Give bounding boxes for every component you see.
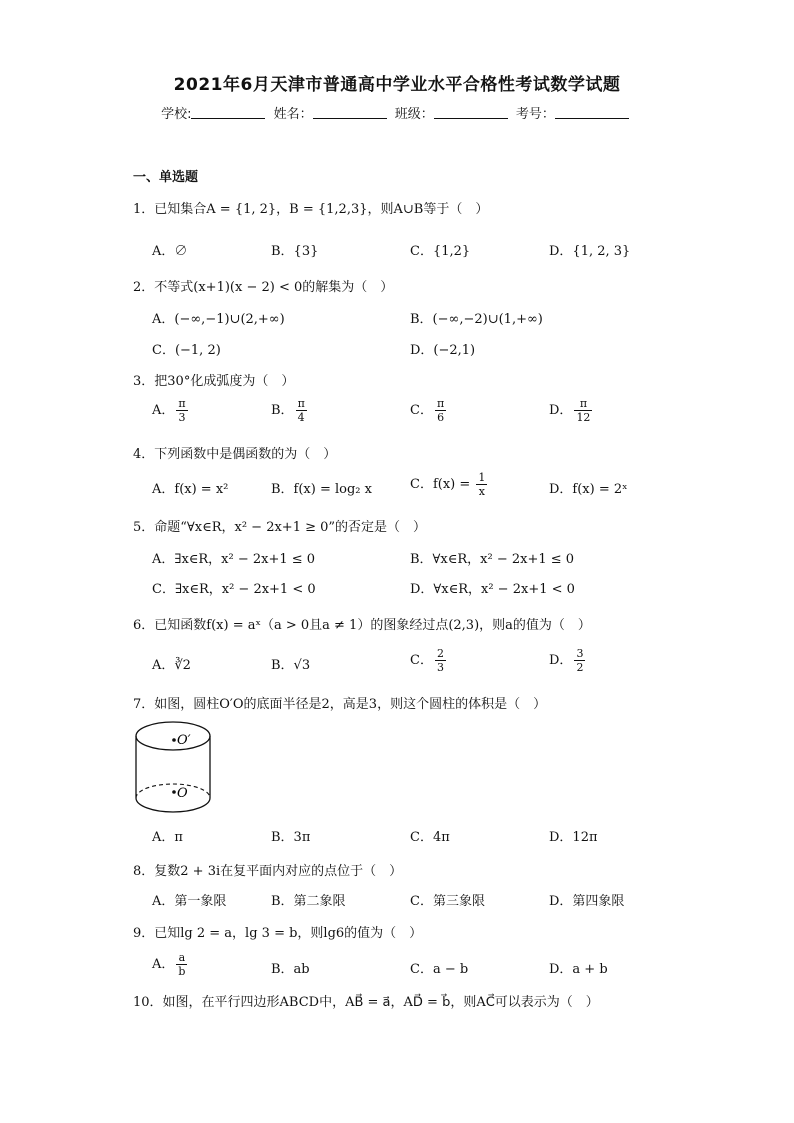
option-q2-b[interactable]: B．(−∞,−2)∪(1,+∞) (410, 312, 543, 327)
option-q7-c[interactable]: C．4π (410, 830, 450, 845)
fraction (476, 471, 487, 498)
field-number-label: 考号： (515, 107, 555, 122)
option-label: C． (410, 403, 433, 418)
option-label: D． (549, 403, 573, 418)
option-q2-c[interactable]: C．(−1, 2) (152, 343, 221, 358)
option-q2-d[interactable]: D．(−2,1) (410, 343, 476, 358)
fraction (296, 397, 307, 424)
option-label: B． (271, 403, 294, 418)
fraction-numerator: π (178, 397, 186, 410)
fraction (574, 647, 585, 674)
fraction-denominator: b (178, 965, 186, 978)
option-label: C． (410, 653, 433, 668)
option-q7-d[interactable]: D．12π (549, 830, 598, 845)
option-q6-c[interactable] (410, 647, 446, 674)
option-label: A． (152, 957, 175, 972)
fraction (435, 647, 446, 674)
field-class-blank[interactable] (434, 106, 508, 119)
option-label: D． (549, 653, 573, 668)
fraction-denominator: 6 (437, 411, 445, 424)
option-q5-c[interactable]: C．∃x∈R，x² − 2x+1 < 0 (152, 582, 316, 597)
fraction-numerator: a (176, 951, 187, 965)
fraction-denominator: 3 (436, 661, 444, 674)
field-name-label: 姓名： (273, 107, 313, 122)
option-q1-a[interactable]: A．∅ (152, 244, 188, 259)
field-school-blank[interactable] (191, 106, 265, 119)
option-q6-a[interactable]: A．∛2 (152, 658, 191, 673)
question-8-stem: 8．复数2 + 3i在复平面内对应的点位于（ ） (133, 864, 403, 879)
question-4-stem: 4．下列函数中是偶函数的为（ ） (133, 447, 337, 462)
student-info-line (0, 103, 794, 122)
option-q4-d[interactable]: D．f(x) = 2ˣ (549, 482, 628, 497)
fraction-numerator: 2 (436, 647, 444, 660)
fraction-numerator: π (574, 397, 592, 411)
fraction-denominator: 12 (576, 411, 591, 424)
question-3-stem: 3．把30°化成弧度为（ ） (133, 374, 295, 389)
option-q8-a[interactable]: A．第一象限 (152, 894, 227, 909)
exam-title: 2021年6月天津市普通高中学业水平合格性考试数学试题 (173, 75, 621, 95)
option-q9-a[interactable] (152, 951, 187, 978)
fraction (176, 951, 187, 978)
option-q5-d[interactable]: D．∀x∈R，x² − 2x+1 < 0 (410, 582, 575, 597)
fraction-denominator: 2 (576, 661, 584, 674)
question-9-stem: 9．已知lg 2 = a，lg 3 = b，则lg6的值为（ ） (133, 926, 423, 941)
field-school-label: 学校: (161, 107, 192, 122)
question-5-stem: 5．命题“∀x∈R，x² − 2x+1 ≥ 0”的否定是（ ） (133, 520, 427, 535)
option-q8-d[interactable]: D．第四象限 (549, 894, 625, 909)
cylinder-figure (133, 718, 217, 816)
fraction (176, 397, 187, 424)
option-q3-d[interactable] (549, 397, 592, 424)
option-q9-d[interactable]: D．a + b (549, 962, 608, 977)
option-q8-c[interactable]: C．第三象限 (410, 894, 485, 909)
option-q3-c[interactable] (410, 397, 446, 424)
option-q4-a[interactable]: A．f(x) = x² (152, 482, 229, 497)
option-q5-a[interactable]: A．∃x∈R，x² − 2x+1 ≤ 0 (152, 552, 316, 567)
option-q7-a[interactable]: A．π (152, 830, 183, 845)
question-2-stem: 2．不等式(x+1)(x − 2) < 0的解集为（ ） (133, 280, 394, 295)
option-q4-b[interactable]: B．f(x) = log₂ x (271, 482, 372, 497)
option-q6-b[interactable]: B．√3 (271, 658, 311, 673)
field-name-blank[interactable] (313, 106, 387, 119)
field-number-blank[interactable] (555, 106, 629, 119)
fraction-denominator: 4 (297, 411, 305, 424)
fraction-numerator: 1 (478, 471, 486, 484)
option-q6-d[interactable] (549, 647, 585, 674)
option-q1-d[interactable]: D．{1, 2, 3} (549, 244, 631, 259)
option-q3-a[interactable] (152, 397, 188, 424)
option-q4-c[interactable] (410, 471, 487, 498)
question-7-stem: 7．如图，圆柱O′O的底面半径是2，高是3，则这个圆柱的体积是（ ） (133, 697, 547, 712)
fraction-numerator: π (436, 397, 445, 410)
option-q8-b[interactable]: B．第二象限 (271, 894, 346, 909)
fraction-denominator: x (478, 485, 486, 498)
option-q9-c[interactable]: C．a − b (410, 962, 469, 977)
option-q2-a[interactable]: A．(−∞,−1)∪(2,+∞) (152, 312, 285, 327)
option-q1-b[interactable]: B．{3} (271, 244, 319, 259)
question-6-stem: 6．已知函数f(x) = aˣ（a > 0且a ≠ 1）的图象经过点(2,3)，则a的值为（ ） (133, 618, 591, 633)
option-q7-b[interactable]: B．3π (271, 830, 311, 845)
option-label: A． (152, 403, 175, 418)
fraction (574, 397, 592, 424)
fraction-numerator: 3 (576, 647, 584, 660)
option-label: C．f(x) = (410, 477, 475, 492)
option-q1-c[interactable]: C．{1,2} (410, 244, 471, 259)
option-q9-b[interactable]: B．ab (271, 962, 310, 977)
question-1-stem: 1．已知集合A = {1, 2}，B = {1,2,3}，则A∪B等于（ ） (133, 202, 489, 217)
fraction-denominator: 3 (178, 411, 186, 424)
field-class-label: 班级： (394, 107, 434, 122)
question-10-stem: 10．如图，在平行四边形ABCD中，AB⃗ = a⃗，AD⃗ = b⃗，则AC⃗可以表示为（ ） (133, 995, 599, 1010)
label-o-prime: O′ (177, 733, 191, 748)
label-o: O (177, 786, 188, 801)
section-heading: 一、单选题 (133, 170, 199, 185)
option-q5-b[interactable]: B．∀x∈R，x² − 2x+1 ≤ 0 (410, 552, 575, 567)
fraction (435, 397, 446, 424)
fraction-numerator: π (297, 397, 305, 410)
option-q3-b[interactable] (271, 397, 307, 424)
